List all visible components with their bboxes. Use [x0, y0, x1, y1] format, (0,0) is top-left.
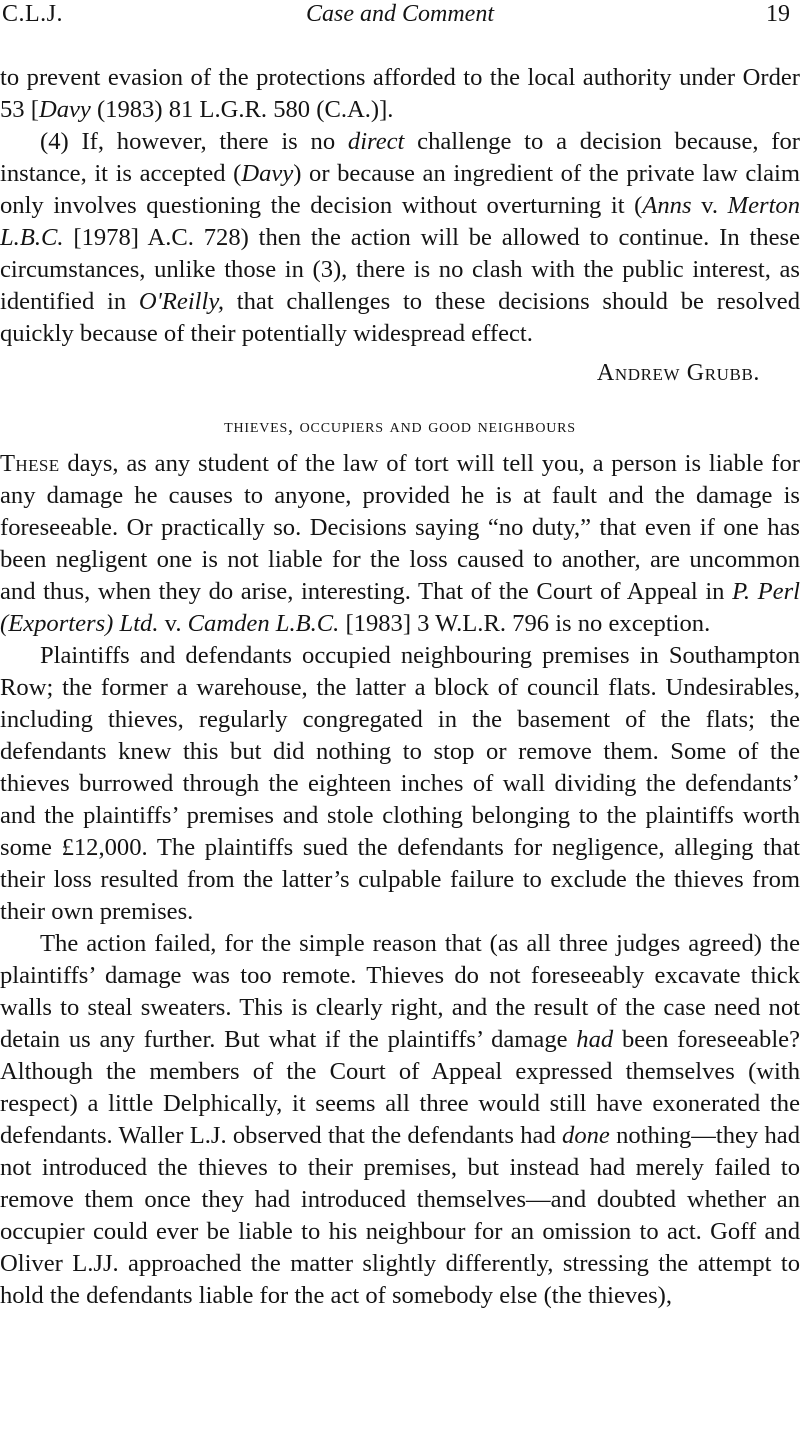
- article-heading: thieves, occupiers and good neighbours: [224, 415, 576, 437]
- page-number: 19: [766, 1, 790, 27]
- page-body: [0, 62, 800, 1312]
- article-paragraph-2: Plaintiffs and defendants occupied neighbouring premises in Southampton Row; the former a warehouse, the latter a block of council flats. Undesirables, including thieves, regularly congregated in the basement of the flats; the defendants knew this but did nothing to stop or remove them. Some of the thieves burrowed through the eighteen inches of wall dividing the defendants’ and the plaintiffs’ premises and stole clothing belonging to the plaintiffs worth some £12,000. The plaintiffs sued the defendants for negligence, alleging that their loss resulted from the latter’s culpable failure to exclude the thieves from their own premises.: [0, 642, 800, 925]
- author-signature: Andrew Grubb.: [596, 360, 760, 386]
- paragraph-point-4: (4) If, however, there is no direct challenge to a decision because, for instance, it is accepted (Davy) or because an ingredient of the private law claim only involves questioning the decision without overturning it (Anns v. Merton L.B.C. [1978] A.C. 728) then the action will be allowed to continue. In these circumstances, unlike those in (3), there is no clash with the public interest, as identified in O'Reilly, that challenges to these decisions should be resolved quickly because of their potentially widespread effect.: [0, 128, 800, 347]
- journal-abbreviation: C.L.J.: [2, 1, 64, 27]
- section-title: Case and Comment: [306, 1, 494, 27]
- running-header: [0, 0, 800, 30]
- paragraph-continued: to prevent evasion of the protections afforded to the local authority under Order 53 [Davy (1983) 81 L.G.R. 580 (C.A.)].: [0, 64, 800, 123]
- article-paragraph-3: The action failed, for the simple reason that (as all three judges agreed) the plaintiffs’ damage was too remote. Thieves do not foreseeably excavate thick walls to steal sweaters. This is clearly right, and the result of the case need not detain us any further. But what if the plaintiffs’ damage had been foreseeable? Although the members of the Court of Appeal expressed themselves (with respect) a little Delphically, it seems all three would still have exonerated the defendants. Waller L.J. observed that the defendants had done nothing—they had not introduced the thieves to their premises, but instead had merely failed to remove them once they had introduced themselves—and doubted whether an occupier could ever be liable to his neighbour for an omission to act. Goff and Oliver L.JJ. approached the matter slightly differently, stressing the attempt to hold the defendants liable for the act of somebody else (the thieves),: [0, 930, 800, 1309]
- article-paragraph-1: These days, as any student of the law of tort will tell you, a person is liable for any damage he causes to anyone, provided he is at fault and the damage is foreseeable. Or practically so. Decisions saying “no duty,” that even if one has been negligent one is not liable for the loss caused to another, are uncommon and thus, when they do arise, interesting. That of the Court of Appeal in P. Perl (Exporters) Ltd. v. Camden L.B.C. [1983] 3 W.L.R. 796 is no exception.: [0, 450, 800, 637]
